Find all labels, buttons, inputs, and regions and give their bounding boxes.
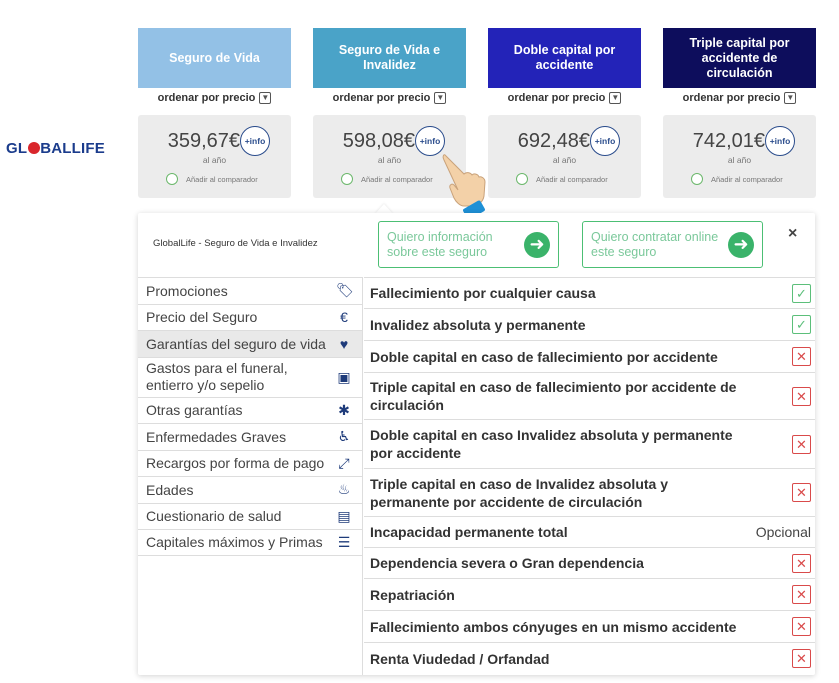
info-button[interactable]: +info (240, 126, 270, 156)
cross-icon: ✕ (792, 585, 811, 604)
sidebar-item-label: Capitales máximos y Primas (146, 534, 323, 551)
panel-title: GlobalLife - Seguro de Vida e Invalidez (153, 238, 318, 249)
sidebar-menu (138, 277, 363, 675)
price-value: 598,08€ (342, 130, 415, 152)
sidebar-item-label: Cuestionario de salud (146, 508, 282, 525)
cross-icon: ✕ (792, 347, 811, 366)
coverage-label: Incapacidad permanente total (370, 524, 568, 540)
contract-online-button[interactable] (582, 221, 763, 268)
sidebar-item-label: Precio del Seguro (146, 309, 258, 326)
dropdown-arrow-icon[interactable]: ▼ (434, 92, 446, 104)
add-to-comparator[interactable] (516, 173, 608, 185)
coverage-label: Triple capital en caso de fallecimiento por accidente de circulación (370, 379, 737, 413)
coverage-label: Dependencia severa o Gran dependencia (370, 555, 644, 571)
sort-label: ordenar por precio (507, 92, 606, 104)
price-card-4 (663, 115, 816, 198)
sidebar-item-garantias[interactable] (138, 330, 362, 357)
pointing-hand-icon (440, 150, 492, 222)
check-icon: ✓ (792, 315, 811, 334)
per-year-label: al año (727, 155, 752, 165)
table-row (364, 468, 815, 516)
sidebar-item-label: Edades (146, 481, 194, 498)
sidebar-item-promociones[interactable] (138, 277, 362, 304)
coverage-label: Doble capital en caso de fallecimiento por accidente (370, 348, 718, 365)
table-row (364, 340, 815, 372)
cross-icon: ✕ (792, 617, 811, 636)
request-info-label: Quiero información sobre este seguro (387, 229, 493, 259)
coverage-label: Triple capital en caso de Invalidez absoluta y permanente por accidente de circulación (370, 475, 668, 510)
comparator-radio[interactable] (691, 173, 703, 185)
table-row (364, 547, 815, 578)
sidebar-item-gastos-funeral[interactable] (138, 357, 362, 397)
request-info-button[interactable] (378, 221, 559, 268)
table-row (364, 277, 815, 308)
info-button[interactable]: +info (590, 126, 620, 156)
sidebar-item-precio[interactable] (138, 304, 362, 331)
table-row (364, 642, 815, 674)
plan-header-doble-capital[interactable]: Doble capital por accidente (488, 28, 641, 88)
tag-icon: 🏷 (336, 282, 354, 299)
cross-icon: ✕ (792, 435, 811, 454)
sort-label: ordenar por precio (332, 92, 431, 104)
table-row (364, 372, 815, 419)
sidebar-item-edades[interactable] (138, 476, 362, 503)
comparator-label: Añadir al comparador (536, 174, 608, 184)
dropdown-arrow-icon[interactable]: ▼ (784, 92, 796, 104)
check-icon: ✓ (792, 284, 811, 303)
info-button[interactable]: +info (415, 126, 445, 156)
sort-by-price-1[interactable] (138, 92, 291, 104)
sidebar-item-cuestionario[interactable] (138, 503, 362, 530)
sort-by-price-2[interactable] (313, 92, 466, 104)
sort-label: ordenar por precio (157, 92, 256, 104)
sidebar-item-label: Garantías del seguro de vida (146, 335, 326, 352)
asterisk-icon: ✱ (338, 401, 350, 418)
arrow-right-icon: ➜ (728, 232, 754, 258)
price-card-3 (488, 115, 641, 198)
add-to-comparator[interactable] (691, 173, 783, 185)
table-row (364, 578, 815, 610)
coverage-label: Renta Viudedad / Orfandad (370, 650, 550, 667)
wheelchair-icon: ♿ (337, 428, 351, 445)
per-year-label: al año (552, 155, 577, 165)
price-value: 692,48€ (517, 130, 590, 152)
detail-panel (138, 213, 815, 675)
sort-label: ordenar por precio (682, 92, 781, 104)
add-to-comparator[interactable] (166, 173, 258, 185)
list-icon: ☰ (337, 533, 351, 550)
globallife-logo: GL BALLIFE (6, 140, 105, 157)
money-icon: ▣ (337, 368, 351, 385)
coverage-label: Fallecimiento por cualquier causa (370, 285, 596, 301)
sidebar-item-label: Otras garantías (146, 402, 243, 419)
coverage-value: Opcional (755, 524, 811, 540)
table-row (364, 419, 815, 468)
comparator-label: Añadir al comparador (361, 174, 433, 184)
cross-icon: ✕ (792, 483, 811, 502)
table-row (364, 308, 815, 340)
plan-header-triple-capital[interactable]: Triple capital por accidente de circulación (663, 28, 816, 88)
info-button[interactable]: +info (765, 126, 795, 156)
cross-icon: ✕ (792, 554, 811, 573)
coverage-label: Fallecimiento ambos cónyuges en un mismo accidente (370, 618, 737, 635)
sort-by-price-4[interactable] (663, 92, 816, 104)
dropdown-arrow-icon[interactable]: ▼ (259, 92, 271, 104)
sidebar-item-otras-garantias[interactable] (138, 397, 362, 424)
birthday-cake-icon: ♨ (337, 481, 351, 498)
comparator-label: Añadir al comparador (711, 174, 783, 184)
sidebar-item-label: Promociones (146, 282, 228, 299)
sidebar-item-enfermedades[interactable] (138, 423, 362, 450)
comparator-radio[interactable] (166, 173, 178, 185)
expand-icon: ⤢ (338, 454, 350, 471)
sidebar-item-label: Recargos por forma de pago (146, 455, 325, 472)
coverage-label: Invalidez absoluta y permanente (370, 316, 586, 333)
add-to-comparator[interactable] (341, 173, 433, 185)
table-row (364, 516, 815, 547)
contract-online-label: Quiero contratar online este seguro (591, 229, 719, 259)
document-icon: ▤ (337, 507, 351, 524)
coverage-table (364, 277, 815, 674)
price-value: 359,67€ (167, 130, 240, 152)
per-year-label: al año (377, 155, 402, 165)
coverage-label: Repatriación (370, 586, 455, 603)
coverage-label: Doble capital en caso Invalidez absoluta y permanente por accidente (370, 427, 733, 461)
per-year-label: al año (202, 155, 227, 165)
comparator-label: Añadir al comparador (186, 174, 258, 184)
sidebar-item-capitales[interactable] (138, 529, 362, 556)
comparator-radio[interactable] (341, 173, 353, 185)
plan-header-vida-invalidez[interactable]: Seguro de Vida e Invalidez (313, 28, 466, 88)
table-row (364, 610, 815, 642)
dropdown-arrow-icon[interactable]: ▼ (609, 92, 621, 104)
heart-icon: ♥ (339, 335, 349, 352)
sidebar-item-label: Enfermedades Graves (146, 428, 287, 445)
arrow-right-icon: ➜ (524, 232, 550, 258)
sidebar-item-label: Gastos para el funeral, entierro y/o sepelio (146, 360, 288, 393)
close-icon[interactable]: × (788, 225, 798, 242)
sidebar-item-recargos[interactable] (138, 450, 362, 477)
sort-by-price-3[interactable] (488, 92, 641, 104)
plan-header-seguro-vida[interactable]: Seguro de Vida (138, 28, 291, 88)
price-value: 742,01€ (692, 130, 765, 152)
cross-icon: ✕ (792, 387, 811, 406)
comparator-radio[interactable] (516, 173, 528, 185)
price-card-1 (138, 115, 291, 198)
euro-icon: € (340, 309, 348, 326)
cross-icon: ✕ (792, 649, 811, 668)
